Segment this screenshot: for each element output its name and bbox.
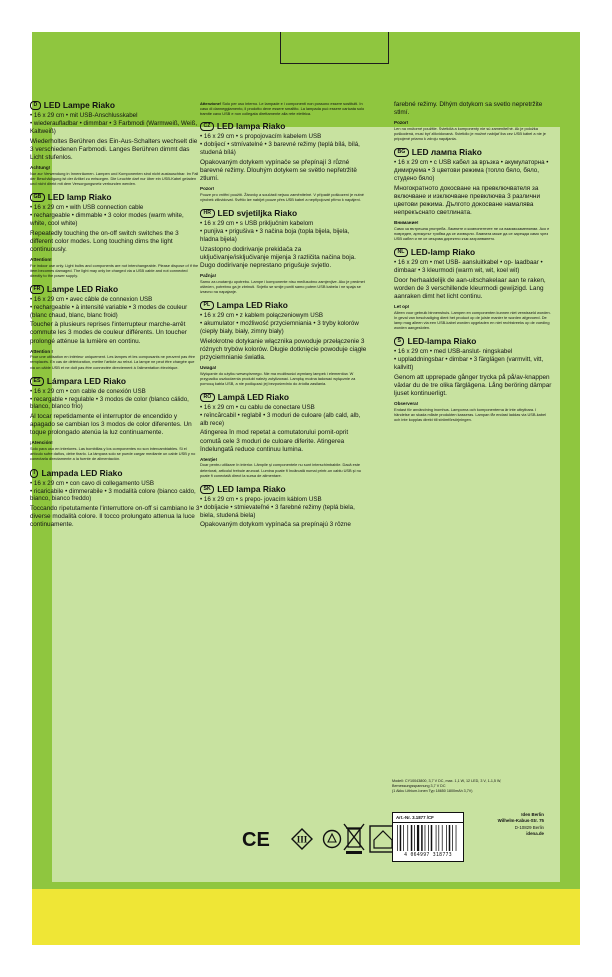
column-1 xyxy=(30,101,200,536)
section-gb xyxy=(30,193,200,278)
spec-line: • 16 x 29 cm • s propojovacím kabelem USB xyxy=(200,133,322,141)
warning-heading: ¡Atención! xyxy=(30,440,53,446)
warning-heading: Uwaga! xyxy=(200,364,217,370)
barcode-bar xyxy=(431,825,433,851)
barcode-bar xyxy=(400,825,402,851)
spec-line: • akumulator • możliwość przyciemniania • 3 tryby kolorów (ciepły biały, biały, zimny biały) xyxy=(200,319,359,335)
section-pl xyxy=(200,301,368,386)
spec-line: • 16 x 29 cm • con cable de conexión USB xyxy=(30,387,146,395)
model-info xyxy=(392,779,567,794)
warning-text: Pour une utilisation en intérieur uniquement. Les lampes et les composants ne peuvent pas être remplacés. En cas de détérioration, mettre l'article au rebut. La lampe ne peut être chargée que via un câble USB et ne doit pas être connectée directement à l'alimentation électrique. xyxy=(30,354,196,370)
spec-line: • 16 x 29 cm • s prepo- jovacím káblom USB xyxy=(200,495,322,503)
description: Wielokrotne dotykanie włącznika powoduje przełączenie 3 różnych trybów kolorów. Długie dotknięcie powoduje ciągłe przyciemnianie światła. xyxy=(200,337,367,361)
description: Genom att upprepade gånger trycka på på/av-knappen växlar du de tre olika färglägena. Lång beröring dämpar ljuset kontinuerligt. xyxy=(394,373,552,398)
section-title: LED Lampe Riako xyxy=(43,100,115,110)
warning-text: Alleen voor gebruik binnenshuis. Lampen en componenten kunnen niet verwisseld worden. In geval van beschadiging dient het product op de juiste manier te worden afgevoerd. De lamp mag alleen via een USB-kabel worden opgeladen en niet rechtstreeks op de voeding worden aangesloten. xyxy=(394,309,551,331)
company-name: Iden Berlin xyxy=(521,812,544,817)
barcode-bar xyxy=(425,825,426,851)
country-badge: ES xyxy=(30,377,44,386)
warning-text: For indoor use only. Light bulbs and components are not interchangeable. Please dispose of if the item becomes damaged. The light may only be charged via a USB cable and not connected directly to the power supply. xyxy=(30,262,199,278)
recycling-icon xyxy=(324,831,341,848)
warning-heading: Achtung! xyxy=(30,164,51,170)
country-badge: I xyxy=(30,469,38,478)
warning-heading: Внимание! xyxy=(394,220,419,226)
section-title: LED lampa Riako xyxy=(217,483,286,494)
spec-line: • uppladdningsbar • dimbar • 3 färglägen (varmvitt, vitt, kallvitt) xyxy=(394,356,544,372)
company-website: idena.de xyxy=(526,831,544,837)
company-city: D-10829 Berlin xyxy=(514,824,544,830)
warning-text: Solo per uso interno. Le lampade e i componenti non possono essere sostituiti. In caso di danneggiamento, il prodotto deve essere smaltito. La lampada può essere caricata solo tramite cavo USB e non collegata direttamente alla rete elettrica. xyxy=(200,101,365,117)
spec-line: • reîncărcabil • reglabil • 3 moduri de culoare (alb cald, alb, alb rece) xyxy=(200,411,361,427)
description: Toccando ripetutamente l'interruttore on-off si cambiano le 3 diverse modalità colore. Il tocco prolungato attenua la luce continuamente. xyxy=(30,505,200,529)
country-badge: FR xyxy=(30,285,44,294)
country-badge: GB xyxy=(30,193,45,202)
model-info-line: Modell: CY10043800, 3,7 V DC, max. 1,1 W, 12 LED, 3 V, 1-1,5 W, xyxy=(392,779,502,783)
warning-heading: Pozor! xyxy=(200,186,215,192)
column-3 xyxy=(394,101,552,429)
section-it xyxy=(30,469,200,530)
spec-line: • 16 x 29 cm • met USB- aansluitkabel • op- laadbaar • dimbaar • 3 kleurmodi (warm wit, wit, koel wit) xyxy=(394,259,543,275)
description: Uzastopno dodirivanje prekidača za uključivanje/isključivanje mijenja 3 različita načina boja. Dugo dodirivanje neprestano prigušuje svjetlo. xyxy=(200,245,356,269)
section-title: LED lampa Riako xyxy=(216,121,286,132)
section-it-warning xyxy=(200,101,368,116)
company-address xyxy=(470,812,544,838)
section-de xyxy=(30,101,200,186)
warning-text: Pouze pro vnitřní použití. Žárovky a součásti nejsou zaměnitelné. V případě poškození je nutné výrobek zlikvidovat. Světlo lze nabíjet pouze přes USB kabel a nepřipojovat přímo k napájení. xyxy=(200,191,364,202)
warning-heading: Observera! xyxy=(394,401,419,407)
section-title: LED-lamp Riako xyxy=(410,247,476,258)
spec-line: • 16 x 29 cm • cu cablu de conectare USB xyxy=(200,404,315,412)
section-bg xyxy=(394,148,552,241)
section-title: LED лампа Riako xyxy=(411,147,482,158)
spec-line: • dobíjecí • stmívatelné • 3 barevné režimy (teplá bílá, bílá, studená bílá) xyxy=(200,141,360,157)
spec-line: • ricaricabile • dimmerabile • 3 modalità colore (bianco caldo, bianco, bianco freddo) xyxy=(30,487,196,503)
barcode-bar xyxy=(397,825,398,851)
warning-heading: Pozor! xyxy=(394,120,409,126)
barcode-bar xyxy=(411,825,413,851)
barcode-bar xyxy=(428,825,429,851)
country-badge: BG xyxy=(394,148,409,157)
spec-line: • punjiva • prigušiva • 3 načina boja (topla bijela, bijela, hladna bijela) xyxy=(200,228,350,243)
description: Многократното докосване на превключвателя за включване и изключване превключва 3 различни цветови режима. Дългото докосване намалява непрекъснато светлината. xyxy=(394,184,541,216)
country-badge: D xyxy=(30,101,41,110)
weee-bin-icon xyxy=(344,824,364,854)
warning-text: Само за вътрешна употреба. Лампите и компонентите не са взаимозаменяеми. Ако е повреден, артикулът трябва да се изхвърли. Лампата може да се зарежда само чрез USB кабел и не се свързва директно към захранването. xyxy=(394,225,550,241)
description: Toucher à plusieurs reprises l'interrupteur marche-arrêt commute les 3 modes de couleur différents. Un toucher prolongé atténue la lumière en continu. xyxy=(30,321,187,345)
spec-line: • 16 x 29 cm • с USB кабел за връзка • акумулаторна • димируема • 3 цветови режима (топло бяло, бяло, студено бяло) xyxy=(394,159,549,182)
section-title: Lampa LED Riako xyxy=(216,299,288,310)
country-badge: SK xyxy=(200,485,214,494)
warning-text: Samo za unutarnju upotrebu. Lampe i komponente nisu međusobno zamjenjive. Ako je predmet oštećen, potrebno ga je zbrinuti. Svjetlo se smije puniti samo putem USB kabela i ne spaja se izravno na napajanje. xyxy=(200,278,365,294)
section-title: Lampă LED Riako xyxy=(217,391,289,402)
description: Wiederholtes Berühren des Ein-Aus-Schalters wechselt die 3 verschiedenen Farbmodi. Langes Berühren dimmt das Licht stufenlos. xyxy=(30,137,198,161)
description: Opakovaným dotykem vypínače se přepínají 3 různé barevné režimy. Dlouhým dotykem se světlo nepřetržitě ztlumí. xyxy=(200,158,357,183)
warning-heading: Attention! xyxy=(30,256,52,262)
country-badge: CZ xyxy=(200,122,214,131)
barcode-bar xyxy=(403,825,404,851)
warning-heading: Attention ! xyxy=(30,348,53,354)
barcode-bar xyxy=(452,825,453,851)
description: Atingerea în mod repetat a comutatorului pornit-oprit comută cele 3 moduri de culoare diferite. Atingerea îndelungată reduce continuu lumina. xyxy=(200,429,349,453)
section-cz xyxy=(200,122,368,202)
description: Repeatedly touching the on-off switch switches the 3 different color modes. Long touching dims the light continuously. xyxy=(30,229,179,253)
barcode-bar xyxy=(446,825,447,851)
yellow-band xyxy=(32,889,580,945)
spec-line: • 16 x 29 cm • med USB-anslut- ningskabel xyxy=(394,348,513,356)
barcode-bar xyxy=(421,825,423,851)
section-se xyxy=(394,337,552,422)
warning-heading: Atenţie! xyxy=(200,456,218,462)
class-iii-icon xyxy=(292,829,312,849)
spec-line: • wiederaufladbar • dimmbar • 3 Farbmodi (Warmweiß, Weiß, Kaltweiß) xyxy=(30,120,198,135)
model-info-line: (1 Akku Lithium-Ionen Typ 18650 1800mAh 3,7V) xyxy=(392,788,473,793)
section-title: LED lamp Riako xyxy=(47,191,112,202)
barcode-bar xyxy=(436,825,437,851)
description: Al tocar repetidamente el interruptor de encendido y apagado se cambian los 3 modos de color diferentes. Un toque prolongado atenúa la luz continuamente. xyxy=(30,413,192,437)
spec-line: • dobíjacie • stmievateľné • 3 farebné režimy (teplá biela, biela, studená biela) xyxy=(200,503,355,519)
warning-text: Wyłącznie do użytku wewnętrznego. Nie ma możliwości wymiany lampek i elementów. W przypadku uszkodzenia produkt należy zutylizować. Lampkę można ładować wyłącznie za pomocą kabla USB, a nie podłączać jej bezpośrednio do źródła zasilania. xyxy=(200,370,356,386)
spec-line: • rechargeable • dimmable • 3 color modes (warm white, white, cool white) xyxy=(30,211,184,227)
country-badge: NL xyxy=(394,248,408,257)
warning-text: Solo para uso en interiores. Las bombillas y los componentes no son intercambiables. Si el artículo sufre daños, debe tirarlo. La lámpara solo se puede cargar mediante un cable USB y no conectarla directamente a la fuente de alimentación. xyxy=(30,446,196,462)
warning-heading: Attenzione! xyxy=(200,101,222,106)
barcode-icon xyxy=(396,825,460,851)
barcode-box xyxy=(392,812,464,862)
model-info-line: Bemessungsspannung 3,7 V DC xyxy=(392,783,446,788)
country-badge: HR xyxy=(200,209,215,218)
spec-line: • 16 x 29 cm • s USB priključnim kabelom xyxy=(200,220,314,228)
svg-text:III: III xyxy=(296,834,308,845)
spec-line: • 16 x 29 cm • con cavo di collegamento USB xyxy=(30,479,155,487)
barcode-number: 4 064997 318773 xyxy=(404,853,452,858)
regulatory-symbols xyxy=(240,818,410,856)
ce-mark-icon: CE xyxy=(242,829,270,851)
section-title: Lampada LED Riako xyxy=(41,467,123,478)
section-hr xyxy=(200,209,368,294)
warning-text: Len na vnútorné použitie. Svietidlá a komponenty nie sú zameniteľné. Ak je položka poškodená, musí byť zlikvidovaná. Svietidlo je možné nabíjať iba cez USB kábel a nie je pripojené priamo k zdroju napájania. xyxy=(394,125,546,142)
section-title: Lámpara LED Riako xyxy=(46,375,127,386)
spec-line: • 16 x 29 cm • with USB connection cable xyxy=(30,204,144,212)
section-sk xyxy=(200,485,368,530)
barcode-bar xyxy=(438,825,439,851)
section-nl xyxy=(394,248,552,330)
company-street: Wilhelm-Kabus-Str. 75 xyxy=(497,818,544,824)
barcode-bar xyxy=(417,825,419,851)
description: farebné režimy. Dlhým dotykom sa svetlo nepretržite stlmí. xyxy=(394,101,543,117)
section-es xyxy=(30,377,200,462)
section-title: Lampe LED Riako xyxy=(46,283,119,294)
section-title: LED svjetiljka Riako xyxy=(217,208,298,219)
spec-line: • recargable • regulable • 3 modos de color (blanco cálido, blanco, blanco frío) xyxy=(30,395,189,411)
barcode-bar xyxy=(414,825,415,851)
spec-line: • 16 x 29 cm • z kablem połączeniowym USB xyxy=(200,312,323,320)
hanger-cut-line xyxy=(280,32,389,64)
country-badge: RO xyxy=(200,393,215,402)
article-number: Art.-Nr. 3.1877 /CF xyxy=(393,813,463,823)
barcode-bar xyxy=(456,825,457,851)
warning-text: Endast för användning inomhus. Lamporna och komponenterna är inte utbytbara. I händelse av skada måste produkten kasseras. Lampan får endast laddas via USB-kabel och inte kopplas direkt till strömförsörjningen. xyxy=(394,406,547,423)
warning-text: Nur zur Verwendung in Innenräumen. Lampen und Komponenten sind nicht austauschbar. Im Fall der Beschädigung ist der Artikel zu entsorgen. Die Leuchte darf nur über ein USB-Kabel geladen und nicht direkt mit dem Versorgungsnetz verbunden werden. xyxy=(30,170,199,186)
barcode-bar xyxy=(449,825,451,851)
section-title: LED-lampa Riako xyxy=(407,336,477,347)
spec-line: • rechargeable • à intensité variable • 3 modes de couleur (blanc chaud, blanc, blanc froid) xyxy=(30,303,188,319)
warning-heading: Let op! xyxy=(394,304,410,310)
description: Door herhaaldelijk de aan-uitschakelaar aan te raken, worden de 3 verschillende kleurmodi gewijzigd. Lang aanraken dimt het licht continu. xyxy=(394,276,546,301)
warning-text: Doar pentru utilizare în interior. Lămpile şi componentele nu sunt interschimbabile. Dacă este deteriorat, articolul trebuie aruncat. Lumina poate fi încărcată numai printr-un cablu USB şi nu poate fi conectată direct la sursa de alimentare. xyxy=(200,462,361,478)
description: Opakovaným dotykom vypínača sa prepínajú 3 rôzne xyxy=(200,521,351,529)
section-fr xyxy=(30,285,200,370)
section-ro xyxy=(200,393,368,478)
country-badge: S xyxy=(394,337,404,346)
section-sk-continued xyxy=(394,101,552,141)
warning-heading: Pažnja! xyxy=(200,272,217,278)
country-badge: PL xyxy=(200,301,214,310)
column-2 xyxy=(200,101,368,536)
spec-line: • 16 x 29 cm • avec câble de connexion USB xyxy=(30,295,153,303)
barcode-bar xyxy=(407,825,408,851)
barcode-bar xyxy=(442,825,443,851)
spec-line: • 16 x 29 cm • mit USB-Anschlusskabel xyxy=(30,112,138,120)
